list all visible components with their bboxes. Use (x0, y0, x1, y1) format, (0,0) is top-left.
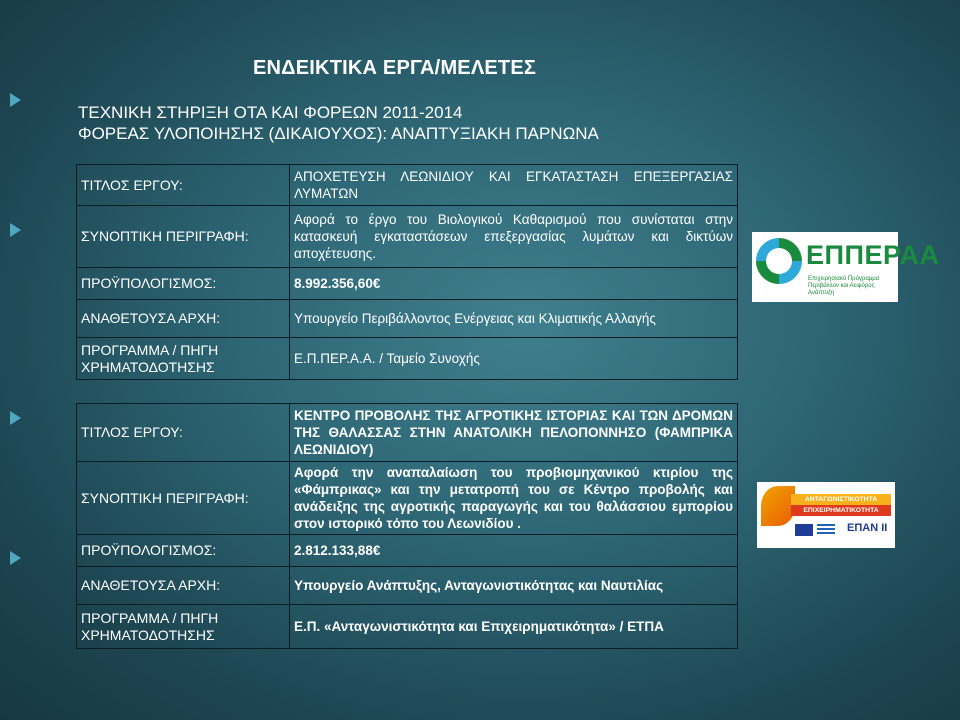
subtitle-implementing-body: ΦΟΡΕΑΣ ΥΛΟΠΟΙΗΣΗΣ (ΔΙΚΑΙΟΥΧΟΣ): ΑΝΑΠΤΥΞΙΑΚΗ ΠΑΡΝΩΝΑ (78, 124, 599, 143)
label-budget: ΠΡΟΫΠΟΛΟΓΙΣΜΟΣ: (77, 268, 290, 300)
project-title: ΚΕΝΤΡΟ ΠΡΟΒΟΛΗΣ ΤΗΣ ΑΓΡΟΤΙΚΗΣ ΙΣΤΟΡΙΑΣ ΚΑΙ ΤΩΝ ΔΡΟΜΩΝ ΤΗΣ ΘΑΛΑΣΣΑΣ ΣΤΗΝ ΑΝΑΤΟΛΙΚΗ ΠΕΛΟΠΟΝΝΗΣΟ (ΦΑΜΠΡΙΚΑ ΛΕΩΝΙΔΙΟΥ) (290, 404, 738, 462)
label-title: ΤΙΤΛΟΣ ΕΡΓΟΥ: (77, 165, 290, 206)
eu-flag-icon (795, 524, 813, 536)
project-budget: 8.992.356,60€ (290, 268, 738, 300)
epperaa-logo-tagline: Επιχειρησιακό Πρόγραμμα Περιβάλλον και Αειφόρος Ανάπτυξη (808, 276, 880, 296)
label-description: ΣΥΝΟΠΤΙΚΗ ΠΕΡΙΓΡΑΦΗ: (77, 462, 290, 535)
table-row (77, 605, 738, 649)
greek-flag-icon (817, 524, 835, 536)
epan-swoosh-icon (761, 486, 795, 526)
table-row (77, 268, 738, 300)
label-program: ΠΡΟΓΡΑΜΜΑ / ΠΗΓΗ ΧΡΗΜΑΤΟΔΟΤΗΣΗΣ (77, 605, 290, 649)
label-program: ΠΡΟΓΡΑΜΜΑ / ΠΗΓΗ ΧΡΗΜΑΤΟΔΟΤΗΣΗΣ (77, 338, 290, 380)
subtitle-technical-support: ΤΕΧΝΙΚΗ ΣΤΗΡΙΞΗ ΟΤΑ ΚΑΙ ΦΟΡΕΩΝ 2011-2014 (78, 103, 463, 122)
bullet-arrow-icon (10, 411, 21, 425)
project-authority: Υπουργείο Περιβάλλοντος Ενέργειας και Κλιματικής Αλλαγής (290, 300, 738, 338)
project-budget: 2.812.133,88€ (290, 535, 738, 567)
epperaa-logo (752, 232, 940, 302)
table-row (77, 165, 738, 206)
bullet-arrow-icon (10, 551, 21, 565)
epan-banner (791, 494, 891, 516)
label-authority: ΑΝΑΘΕΤΟΥΣΑ ΑΡΧΗ: (77, 567, 290, 605)
project-title: ΑΠΟΧΕΤΕΥΣΗ ΛΕΩΝΙΔΙΟΥ ΚΑΙ ΕΓΚΑΤΑΣΤΑΣΗ ΕΠΕΞΕΡΓΑΣΙΑΣ ΛΥΜΑΤΩΝ (290, 165, 738, 206)
project-description: Αφορά την αναπαλαίωση του προβιομηχανικού κτιρίου της «Φάμπρικας» και την μετατροπή του σε Κέντρο προβολής και ανάδειξης της αγροτικής παραγωγής και του θαλάσσιου εμπορίου στον ιστορικό τόπο του Λεωνιδίου . (290, 462, 738, 535)
project-authority: Υπουργείο Ανάπτυξης, Ανταγωνιστικότητας και Ναυτιλίας (290, 567, 738, 605)
project-program: Ε.Π.ΠΕΡ.Α.Α. / Ταμείο Συνοχής (290, 338, 738, 380)
page-title: ΕΝΔΕΙΚΤΙΚΑ ΕΡΓΑ/ΜΕΛΕΤΕΣ (253, 57, 537, 79)
table-row (77, 404, 738, 462)
epperaa-ring-center (766, 248, 792, 274)
table-row (77, 338, 738, 380)
label-budget: ΠΡΟΫΠΟΛΟΓΙΣΜΟΣ: (77, 535, 290, 567)
table-row (77, 567, 738, 605)
epperaa-logo-text: ΕΠΠΕΡΑΑ (806, 240, 940, 270)
epan-logo (757, 482, 895, 548)
project-description: Αφορά το έργο του Βιολογικού Καθαρισμού που συνίσταται στην κατασκευή εγκαταστάσεων επεξεργασίας λυμάτων και δικτύων αποχέτευσης. (290, 206, 738, 268)
project-program: Ε.Π. «Ανταγωνιστικότητα και Επιχειρηματικότητα» / ΕΤΠΑ (290, 605, 738, 649)
label-authority: ΑΝΑΘΕΤΟΥΣΑ ΑΡΧΗ: (77, 300, 290, 338)
project-table-2 (76, 403, 738, 649)
table-row (77, 300, 738, 338)
epan-banner-line-1: ΑΝΤΑΓΩΝΙΣΤΙΚΟΤΗΤΑ (804, 496, 878, 503)
bullet-arrow-icon (10, 223, 21, 237)
table-row (77, 535, 738, 567)
table-row (77, 462, 738, 535)
label-title: ΤΙΤΛΟΣ ΕΡΓΟΥ: (77, 404, 290, 462)
bullet-arrow-icon (10, 93, 21, 107)
label-description: ΣΥΝΟΠΤΙΚΗ ΠΕΡΙΓΡΑΦΗ: (77, 206, 290, 268)
table-row (77, 206, 738, 268)
project-table-1 (76, 164, 738, 380)
epan-logo-text: ΕΠΑΝ ΙΙ (847, 522, 888, 534)
epan-banner-line-2: ΕΠΙΧΕΙΡΗΜΑΤΙΚΟΤΗΤΑ (803, 507, 879, 514)
